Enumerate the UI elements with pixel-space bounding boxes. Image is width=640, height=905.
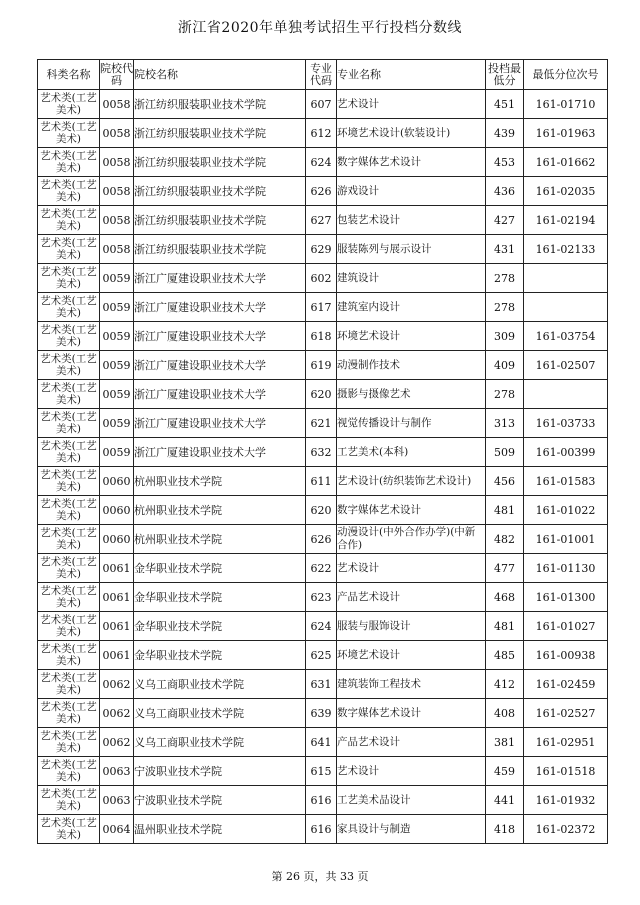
cell-min-rank: 161-01518 <box>524 757 608 786</box>
cell-school-name: 浙江广厦建设职业技术大学 <box>134 380 306 409</box>
cell-category: 艺术类(工艺美术) <box>38 583 100 612</box>
cell-school-name: 浙江纺织服装职业技术学院 <box>134 177 306 206</box>
cell-category: 艺术类(工艺美术) <box>38 612 100 641</box>
header-major-code: 专业代码 <box>306 60 337 90</box>
cell-min-rank: 161-01662 <box>524 148 608 177</box>
cell-category: 艺术类(工艺美术) <box>38 815 100 844</box>
cell-major-name: 环境艺术设计 <box>337 641 486 670</box>
cell-major-code: 607 <box>306 90 337 119</box>
cell-major-name: 建筑设计 <box>337 264 486 293</box>
table-row <box>38 351 608 380</box>
table-row <box>38 119 608 148</box>
cell-major-code: 624 <box>306 148 337 177</box>
table-row <box>38 670 608 699</box>
cell-school-name: 浙江广厦建设职业技术大学 <box>134 438 306 467</box>
table-row <box>38 815 608 844</box>
table-row <box>38 235 608 264</box>
cell-major-name: 动漫设计(中外合作办学)(中新合作) <box>337 525 486 554</box>
cell-school-name: 金华职业技术学院 <box>134 554 306 583</box>
cell-school-code: 0059 <box>100 438 134 467</box>
cell-category: 艺术类(工艺美术) <box>38 235 100 264</box>
cell-min-rank: 161-01963 <box>524 119 608 148</box>
cell-major-name: 环境艺术设计 <box>337 322 486 351</box>
cell-school-name: 金华职业技术学院 <box>134 641 306 670</box>
cell-school-name: 杭州职业技术学院 <box>134 496 306 525</box>
cell-category: 艺术类(工艺美术) <box>38 177 100 206</box>
cell-category: 艺术类(工艺美术) <box>38 641 100 670</box>
cell-school-name: 浙江纺织服装职业技术学院 <box>134 90 306 119</box>
header-category: 科类名称 <box>38 60 100 90</box>
cell-major-code: 622 <box>306 554 337 583</box>
cell-min-rank <box>524 264 608 293</box>
cell-school-code: 0062 <box>100 699 134 728</box>
table-row <box>38 322 608 351</box>
cell-min-rank: 161-01583 <box>524 467 608 496</box>
cell-school-code: 0058 <box>100 235 134 264</box>
cell-major-name: 建筑室内设计 <box>337 293 486 322</box>
header-min-rank: 最低分位次号 <box>524 60 608 90</box>
cell-min-rank: 161-02133 <box>524 235 608 264</box>
cell-major-code: 616 <box>306 815 337 844</box>
table-row <box>38 380 608 409</box>
cell-school-code: 0060 <box>100 496 134 525</box>
cell-major-name: 服装与服饰设计 <box>337 612 486 641</box>
cell-min-score: 313 <box>486 409 524 438</box>
cell-min-rank: 161-01932 <box>524 786 608 815</box>
cell-school-name: 浙江纺织服装职业技术学院 <box>134 119 306 148</box>
cell-major-code: 620 <box>306 380 337 409</box>
cell-min-rank: 161-02035 <box>524 177 608 206</box>
cell-school-code: 0063 <box>100 757 134 786</box>
cell-school-code: 0061 <box>100 554 134 583</box>
table-header-row <box>38 60 608 90</box>
table-row <box>38 525 608 554</box>
cell-major-code: 625 <box>306 641 337 670</box>
cell-min-rank <box>524 293 608 322</box>
cell-major-name: 家具设计与制造 <box>337 815 486 844</box>
cell-school-code: 0058 <box>100 90 134 119</box>
header-min-score: 投档最低分 <box>486 60 524 90</box>
cell-major-code: 612 <box>306 119 337 148</box>
cell-major-code: 632 <box>306 438 337 467</box>
cell-school-name: 浙江广厦建设职业技术大学 <box>134 322 306 351</box>
cell-category: 艺术类(工艺美术) <box>38 206 100 235</box>
header-major-name: 专业名称 <box>337 60 486 90</box>
cell-min-rank: 161-01001 <box>524 525 608 554</box>
cell-school-code: 0061 <box>100 583 134 612</box>
cell-category: 艺术类(工艺美术) <box>38 670 100 699</box>
cell-school-code: 0063 <box>100 786 134 815</box>
table-row <box>38 757 608 786</box>
cell-major-name: 摄影与摄像艺术 <box>337 380 486 409</box>
cell-major-code: 611 <box>306 467 337 496</box>
cell-min-score: 427 <box>486 206 524 235</box>
cell-min-score: 278 <box>486 264 524 293</box>
cell-school-code: 0059 <box>100 380 134 409</box>
cell-min-score: 278 <box>486 380 524 409</box>
cell-major-code: 631 <box>306 670 337 699</box>
cell-school-name: 宁波职业技术学院 <box>134 786 306 815</box>
cell-min-score: 439 <box>486 119 524 148</box>
cell-min-rank: 161-03733 <box>524 409 608 438</box>
table-row <box>38 554 608 583</box>
cell-school-name: 义乌工商职业技术学院 <box>134 670 306 699</box>
cell-min-score: 436 <box>486 177 524 206</box>
cell-min-score: 481 <box>486 612 524 641</box>
cell-min-rank: 161-02194 <box>524 206 608 235</box>
cell-major-code: 627 <box>306 206 337 235</box>
cell-min-rank: 161-00938 <box>524 641 608 670</box>
cell-school-name: 杭州职业技术学院 <box>134 525 306 554</box>
table-row <box>38 728 608 757</box>
cell-major-name: 数字媒体艺术设计 <box>337 148 486 177</box>
cell-category: 艺术类(工艺美术) <box>38 438 100 467</box>
cell-major-code: 617 <box>306 293 337 322</box>
table-row <box>38 786 608 815</box>
cell-category: 艺术类(工艺美术) <box>38 467 100 496</box>
cell-school-name: 义乌工商职业技术学院 <box>134 728 306 757</box>
cell-category: 艺术类(工艺美术) <box>38 90 100 119</box>
cell-major-name: 产品艺术设计 <box>337 583 486 612</box>
cell-major-name: 游戏设计 <box>337 177 486 206</box>
cell-school-code: 0062 <box>100 728 134 757</box>
table-row <box>38 177 608 206</box>
cell-min-rank: 161-01710 <box>524 90 608 119</box>
table-row <box>38 641 608 670</box>
cell-major-name: 数字媒体艺术设计 <box>337 496 486 525</box>
cell-category: 艺术类(工艺美术) <box>38 786 100 815</box>
cell-school-code: 0058 <box>100 177 134 206</box>
cell-major-name: 建筑装饰工程技术 <box>337 670 486 699</box>
cell-min-score: 456 <box>486 467 524 496</box>
cell-min-rank: 161-02951 <box>524 728 608 757</box>
table-row <box>38 409 608 438</box>
cell-category: 艺术类(工艺美术) <box>38 496 100 525</box>
cell-school-name: 浙江纺织服装职业技术学院 <box>134 148 306 177</box>
cell-major-name: 数字媒体艺术设计 <box>337 699 486 728</box>
cell-major-code: 619 <box>306 351 337 380</box>
cell-major-code: 641 <box>306 728 337 757</box>
cell-category: 艺术类(工艺美术) <box>38 757 100 786</box>
cell-min-score: 481 <box>486 496 524 525</box>
cell-school-code: 0059 <box>100 351 134 380</box>
table-row <box>38 496 608 525</box>
cell-school-code: 0059 <box>100 264 134 293</box>
cell-category: 艺术类(工艺美术) <box>38 409 100 438</box>
cell-major-name: 工艺美术品设计 <box>337 786 486 815</box>
cell-major-name: 视觉传播设计与制作 <box>337 409 486 438</box>
cell-major-code: 602 <box>306 264 337 293</box>
cell-min-rank: 161-02527 <box>524 699 608 728</box>
cell-min-score: 381 <box>486 728 524 757</box>
cell-school-name: 浙江广厦建设职业技术大学 <box>134 351 306 380</box>
cell-major-name: 包装艺术设计 <box>337 206 486 235</box>
cell-min-score: 453 <box>486 148 524 177</box>
cell-min-rank: 161-02459 <box>524 670 608 699</box>
header-school-name: 院校名称 <box>134 60 306 90</box>
table-row <box>38 90 608 119</box>
cell-school-name: 浙江广厦建设职业技术大学 <box>134 409 306 438</box>
cell-school-name: 杭州职业技术学院 <box>134 467 306 496</box>
cell-category: 艺术类(工艺美术) <box>38 119 100 148</box>
cell-major-code: 629 <box>306 235 337 264</box>
cell-min-rank: 161-02372 <box>524 815 608 844</box>
cell-major-code: 626 <box>306 525 337 554</box>
cell-school-code: 0059 <box>100 322 134 351</box>
cell-major-code: 615 <box>306 757 337 786</box>
cell-min-score: 309 <box>486 322 524 351</box>
cell-min-score: 431 <box>486 235 524 264</box>
cell-min-score: 509 <box>486 438 524 467</box>
cell-major-name: 艺术设计(纺织装饰艺术设计) <box>337 467 486 496</box>
cell-min-score: 278 <box>486 293 524 322</box>
cell-school-name: 温州职业技术学院 <box>134 815 306 844</box>
page-title: 浙江省2020年单独考试招生平行投档分数线 <box>177 20 463 36</box>
cell-major-name: 艺术设计 <box>337 554 486 583</box>
cell-min-score: 468 <box>486 583 524 612</box>
cell-major-name: 艺术设计 <box>337 90 486 119</box>
cell-min-rank: 161-01300 <box>524 583 608 612</box>
cell-category: 艺术类(工艺美术) <box>38 554 100 583</box>
cell-school-code: 0058 <box>100 148 134 177</box>
cell-category: 艺术类(工艺美术) <box>38 525 100 554</box>
cell-min-score: 485 <box>486 641 524 670</box>
cell-school-name: 浙江广厦建设职业技术大学 <box>134 264 306 293</box>
cell-min-score: 451 <box>486 90 524 119</box>
table-row <box>38 293 608 322</box>
table-row <box>38 583 608 612</box>
cell-major-name: 服装陈列与展示设计 <box>337 235 486 264</box>
cell-min-rank <box>524 380 608 409</box>
table-row <box>38 148 608 177</box>
cell-school-name: 金华职业技术学院 <box>134 612 306 641</box>
cell-min-score: 482 <box>486 525 524 554</box>
cell-min-rank: 161-01130 <box>524 554 608 583</box>
cell-major-code: 618 <box>306 322 337 351</box>
cell-school-name: 宁波职业技术学院 <box>134 757 306 786</box>
cell-category: 艺术类(工艺美术) <box>38 351 100 380</box>
cell-min-rank: 161-00399 <box>524 438 608 467</box>
cell-school-code: 0064 <box>100 815 134 844</box>
cell-school-name: 浙江纺织服装职业技术学院 <box>134 206 306 235</box>
cell-min-score: 477 <box>486 554 524 583</box>
cell-min-rank: 161-03754 <box>524 322 608 351</box>
cell-category: 艺术类(工艺美术) <box>38 699 100 728</box>
cell-category: 艺术类(工艺美术) <box>38 322 100 351</box>
cell-min-score: 408 <box>486 699 524 728</box>
cell-school-name: 金华职业技术学院 <box>134 583 306 612</box>
cell-school-code: 0061 <box>100 641 134 670</box>
header-school-code: 院校代码 <box>100 60 134 90</box>
cell-school-code: 0060 <box>100 467 134 496</box>
cell-min-rank: 161-01027 <box>524 612 608 641</box>
cell-major-code: 624 <box>306 612 337 641</box>
cell-min-score: 441 <box>486 786 524 815</box>
cell-school-name: 义乌工商职业技术学院 <box>134 699 306 728</box>
table-row <box>38 264 608 293</box>
cell-school-code: 0059 <box>100 293 134 322</box>
cell-category: 艺术类(工艺美术) <box>38 264 100 293</box>
cell-school-code: 0060 <box>100 525 134 554</box>
cell-major-code: 621 <box>306 409 337 438</box>
cell-major-code: 623 <box>306 583 337 612</box>
cell-min-rank: 161-02507 <box>524 351 608 380</box>
page-footer: 第 26 页，共 33 页 <box>271 870 369 883</box>
cell-major-name: 产品艺术设计 <box>337 728 486 757</box>
cell-school-code: 0061 <box>100 612 134 641</box>
table-row <box>38 467 608 496</box>
cell-school-code: 0062 <box>100 670 134 699</box>
cell-school-name: 浙江纺织服装职业技术学院 <box>134 235 306 264</box>
table-row <box>38 699 608 728</box>
table-row <box>38 438 608 467</box>
cell-min-rank: 161-01022 <box>524 496 608 525</box>
cell-school-code: 0058 <box>100 119 134 148</box>
table-row <box>38 612 608 641</box>
cell-min-score: 418 <box>486 815 524 844</box>
cell-major-code: 639 <box>306 699 337 728</box>
admission-score-table <box>37 59 608 844</box>
table-body <box>38 90 608 844</box>
cell-category: 艺术类(工艺美术) <box>38 728 100 757</box>
cell-major-name: 环境艺术设计(软装设计) <box>337 119 486 148</box>
cell-category: 艺术类(工艺美术) <box>38 148 100 177</box>
cell-major-name: 动漫制作技术 <box>337 351 486 380</box>
cell-category: 艺术类(工艺美术) <box>38 293 100 322</box>
cell-category: 艺术类(工艺美术) <box>38 380 100 409</box>
cell-school-name: 浙江广厦建设职业技术大学 <box>134 293 306 322</box>
cell-major-name: 工艺美术(本科) <box>337 438 486 467</box>
cell-min-score: 409 <box>486 351 524 380</box>
cell-min-score: 412 <box>486 670 524 699</box>
cell-major-name: 艺术设计 <box>337 757 486 786</box>
cell-major-code: 616 <box>306 786 337 815</box>
cell-school-code: 0058 <box>100 206 134 235</box>
cell-major-code: 626 <box>306 177 337 206</box>
cell-school-code: 0059 <box>100 409 134 438</box>
cell-min-score: 459 <box>486 757 524 786</box>
cell-major-code: 620 <box>306 496 337 525</box>
table-row <box>38 206 608 235</box>
